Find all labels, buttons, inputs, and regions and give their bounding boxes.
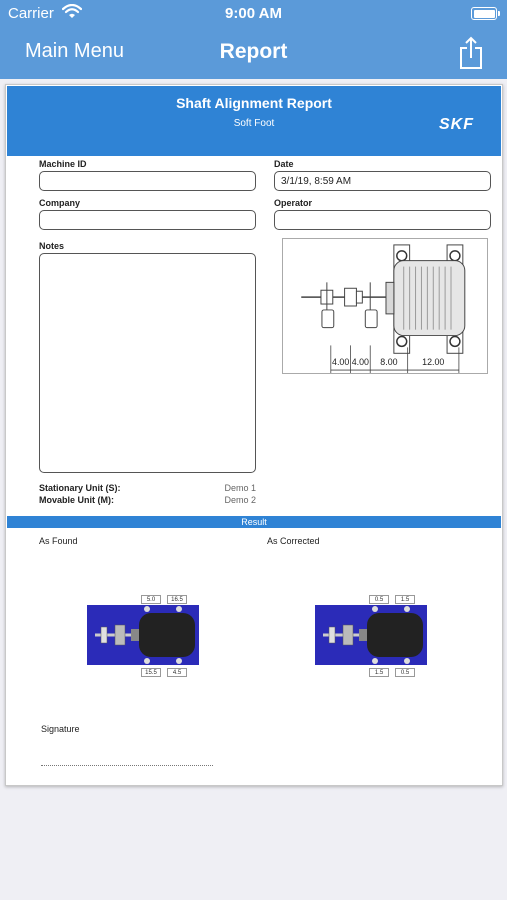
stationary-unit-value: Demo 1 <box>224 483 256 493</box>
shaft-coupling-icon <box>301 288 386 306</box>
battery-icon <box>471 7 497 20</box>
stationary-unit-label: Stationary Unit (S): <box>39 483 121 493</box>
date-label: Date <box>274 159 294 169</box>
as-corrected-label: As Corrected <box>267 536 320 546</box>
skf-logo: SKF <box>439 116 474 133</box>
as-found-machine-icon <box>87 605 199 665</box>
as-corrected-machine-icon <box>315 605 427 665</box>
report-header <box>7 86 501 156</box>
movable-unit-value: Demo 2 <box>224 495 256 505</box>
as-found-label: As Found <box>39 536 78 546</box>
as-corrected-foot-1: 0.5 <box>369 595 389 604</box>
date-field[interactable]: 3/1/19, 8:59 AM <box>274 171 491 191</box>
operator-field[interactable] <box>274 210 491 230</box>
as-corrected-foot-4: 0.5 <box>395 668 415 677</box>
dimension-2: 4.00 <box>351 357 369 368</box>
dimension-4: 12.00 <box>422 357 445 368</box>
report-subtitle: Soft Foot <box>233 118 275 129</box>
page-title: Report <box>219 40 288 63</box>
as-found-foot-1: 5.0 <box>141 595 161 604</box>
motor-icon <box>386 261 465 336</box>
dimension-1: 4.00 <box>332 357 350 368</box>
as-corrected-foot-2: 1.5 <box>395 595 415 604</box>
signature-line[interactable] <box>41 765 213 766</box>
signature-label: Signature <box>41 724 80 734</box>
main-menu-button[interactable]: Main Menu <box>25 40 124 62</box>
report-title: Shaft Alignment Report <box>176 95 332 111</box>
dimension-3: 8.00 <box>380 357 398 368</box>
notes-field[interactable] <box>39 253 256 473</box>
machine-id-field[interactable] <box>39 171 256 191</box>
as-found-foot-4: 4.5 <box>167 668 187 677</box>
machine-diagram <box>282 238 488 374</box>
machine-id-label: Machine ID <box>39 159 87 169</box>
movable-unit-label: Movable Unit (M): <box>39 495 114 505</box>
status-bar <box>0 0 507 28</box>
as-found-foot-3: 15.5 <box>141 668 161 677</box>
navigation-bar <box>0 0 507 79</box>
operator-label: Operator <box>274 198 313 208</box>
status-time: 9:00 AM <box>225 5 282 22</box>
company-field[interactable] <box>39 210 256 230</box>
report-sheet <box>5 84 503 786</box>
company-label: Company <box>39 198 81 208</box>
as-found-foot-2: 16.5 <box>167 595 187 604</box>
carrier-label: Carrier <box>8 5 54 22</box>
as-corrected-foot-3: 1.5 <box>369 668 389 677</box>
result-header: Result <box>7 516 501 528</box>
notes-label: Notes <box>39 241 65 251</box>
share-icon[interactable] <box>458 36 484 70</box>
